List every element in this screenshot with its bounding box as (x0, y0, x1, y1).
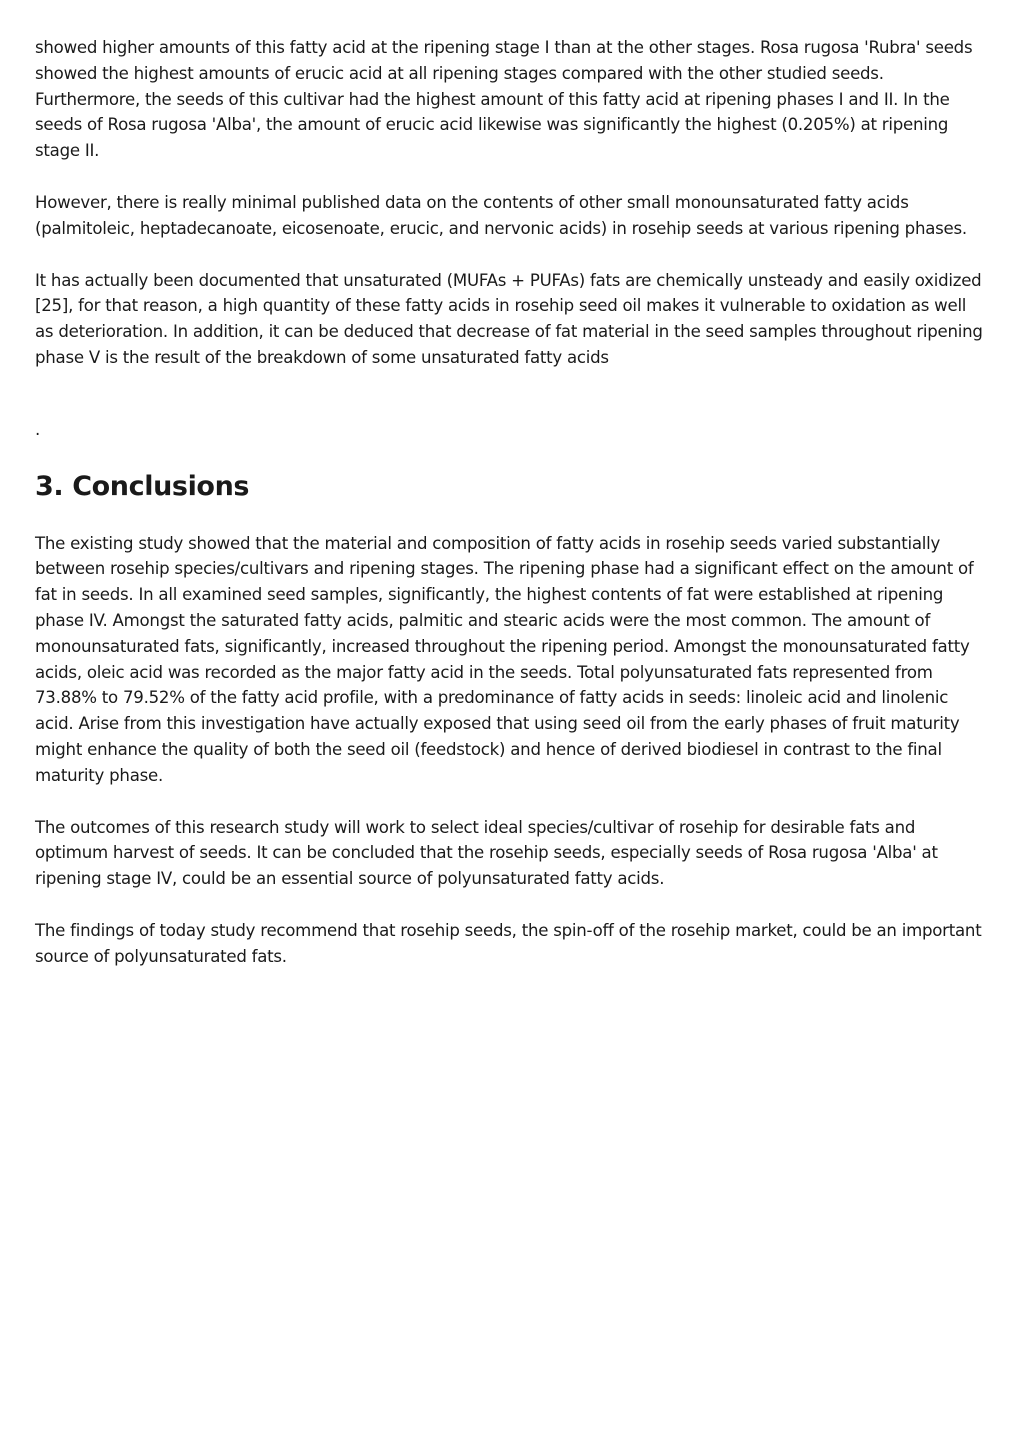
paragraph-oxidation: It has actually been documented that unsaturated (MUFAs + PUFAs) fats are chemically unsteady and easily oxidized [25], for that reason, a high quantity of these fatty acids in rosehip seed oil makes it vulnerable to oxidation as well as deterioration. In addition, it can be deduced that decrease of fat material in the seed samples throughout ripening phase V is the result of the breakdown of some unsaturated fatty acids (35, 270, 983, 367)
paragraph-conclusions-outcomes: The outcomes of this research study will work to select ideal species/cultivar of rosehip for desirable fats and optimum harvest of seeds. It can be concluded that the rosehip seeds, especially seeds of Rosa rugosa 'Alba' at ripening stage IV, could be an essential source of polyunsaturated fatty acids. (35, 817, 938, 889)
paragraph-minor-mufa: However, there is really minimal published data on the contents of other small monounsaturated fatty acids (palmitoleic, heptadecanoate, eicosenoate, erucic, and nervonic acids) in rosehip seeds at various ripening phases. (35, 192, 967, 238)
document-page (35, 35, 985, 996)
paragraph-conclusions-findings: The findings of today study recommend that rosehip seeds, the spin-off of the rosehip market, could be an important source of polyunsaturated fats. (35, 920, 982, 966)
stray-period: . (35, 419, 41, 439)
paragraph-erucic-acid: showed higher amounts of this fatty acid at the ripening stage I than at the other stages. Rosa rugosa 'Rubra' seeds showed the highest amounts of erucic acid at all ripening stages compared with the other studied seeds. Furthermore, the seeds of this cultivar had the highest amount of this fatty acid at ripening phases I and II. In the seeds of Rosa rugosa 'Alba', the amount of erucic acid likewise was significantly the highest (0.205%) at ripening stage II. (35, 38, 973, 161)
paragraph-conclusions-summary: The existing study showed that the material and composition of fatty acids in rosehip seeds varied substantially between rosehip species/cultivars and ripening stages. The ripening phase had a significant effect on the amount of fat in seeds. In all examined seed samples, significantly, the highest contents of fat were established at ripening phase IV. Amongst the saturated fatty acids, palmitic and stearic acids were the most common. The amount of monounsaturated fats, significantly, increased throughout the ripening period. Amongst the monounsaturated fatty acids, oleic acid was recorded as the major fatty acid in the seeds. Total polyunsaturated fats represented from 73.88% to 79.52% of the fatty acid profile, with a predominance of fatty acids in seeds: linoleic acid and linolenic acid. Arise from this investigation have actually exposed that using seed oil from the early phases of fruit maturity might enhance the quality of both the seed oil (feedstock) and hence of derived biodiesel in contrast to the final maturity phase. (35, 533, 974, 785)
section-heading-conclusions: 3. Conclusions (35, 470, 250, 502)
